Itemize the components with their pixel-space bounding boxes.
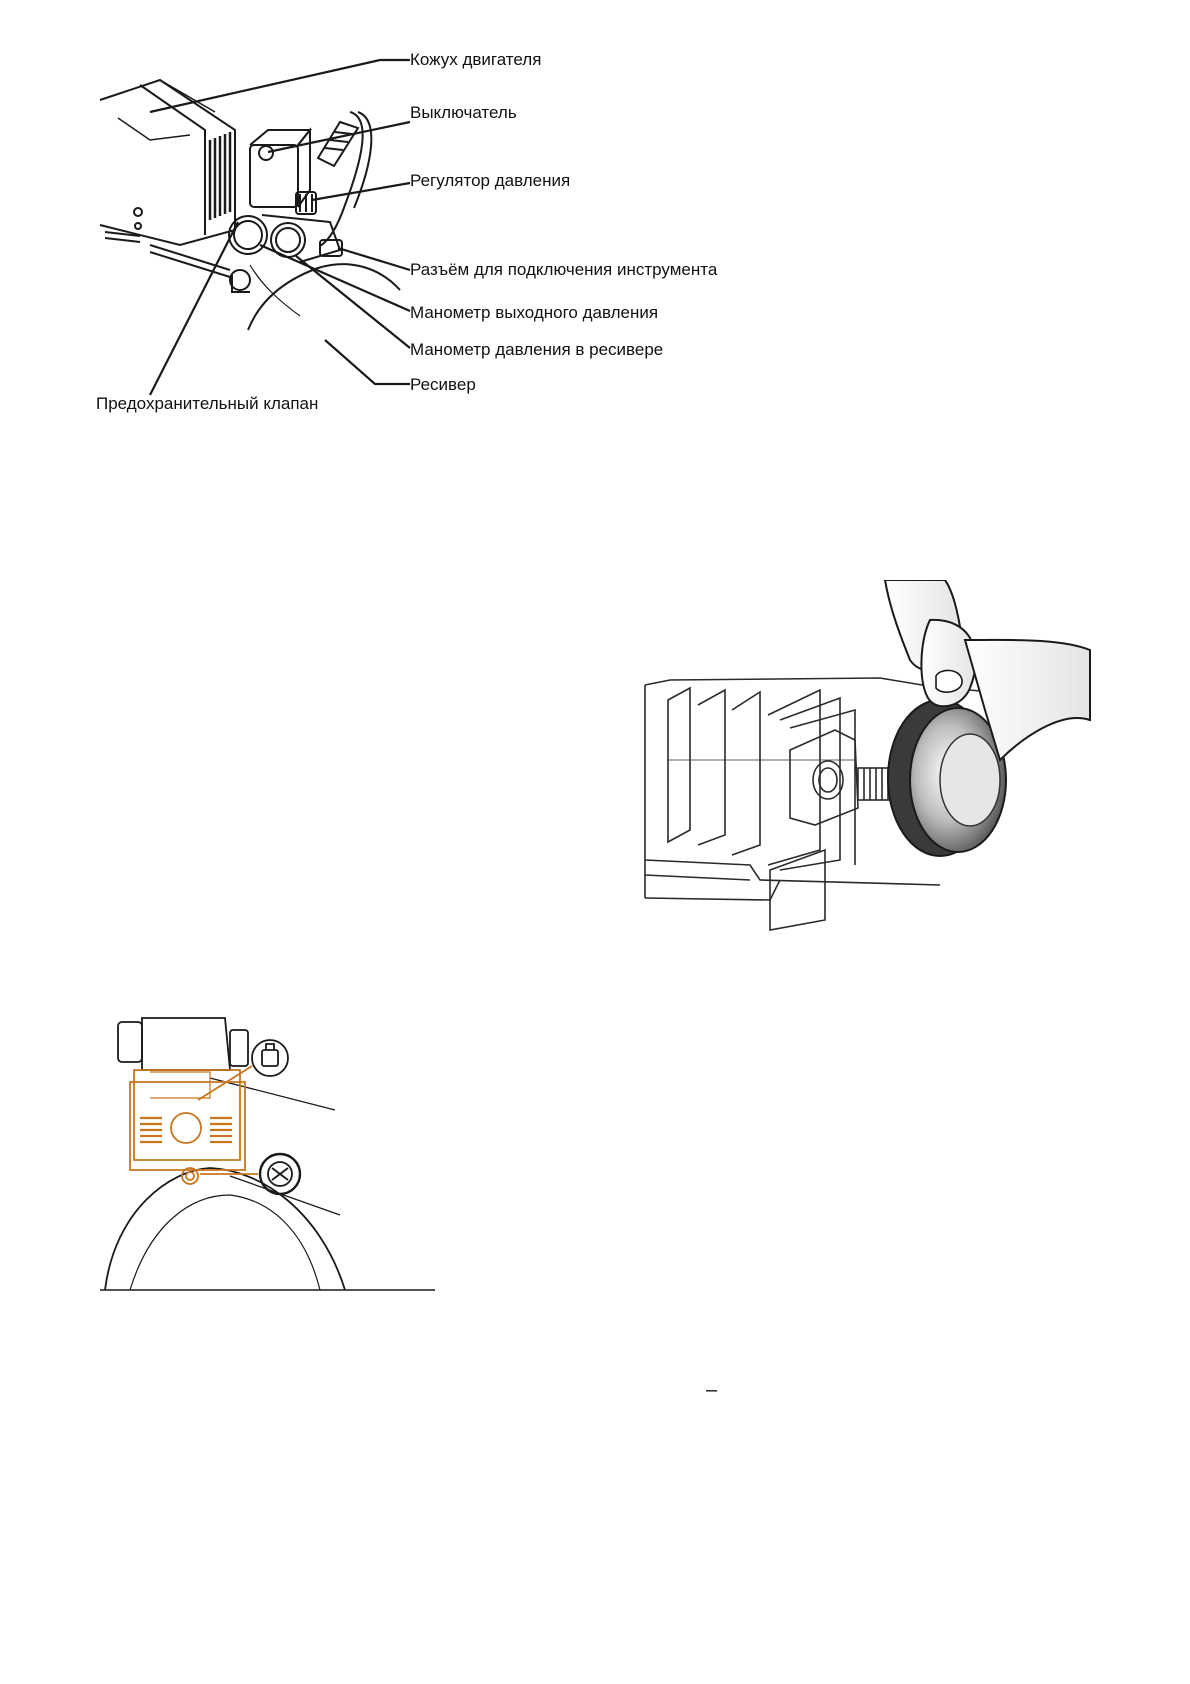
label-output-gauge: Манометр выходного давления	[410, 303, 659, 322]
label-motor-cover: Кожух двигателя	[410, 50, 542, 69]
air-filter-illustration	[640, 580, 1100, 940]
label-tool-connector: Разъём для подключения инструмента	[410, 260, 718, 279]
compressor-top-illustration	[90, 1010, 450, 1300]
label-pressure-regulator: Регулятор давления	[410, 171, 571, 190]
label-safety-valve: Предохранительный клапан	[96, 394, 319, 413]
page-mark: –	[706, 1379, 718, 1401]
label-tank-gauge: Манометр давления в ресивере	[410, 340, 664, 359]
label-switch: Выключатель	[410, 103, 517, 122]
label-tank: Ресивер	[410, 375, 476, 394]
